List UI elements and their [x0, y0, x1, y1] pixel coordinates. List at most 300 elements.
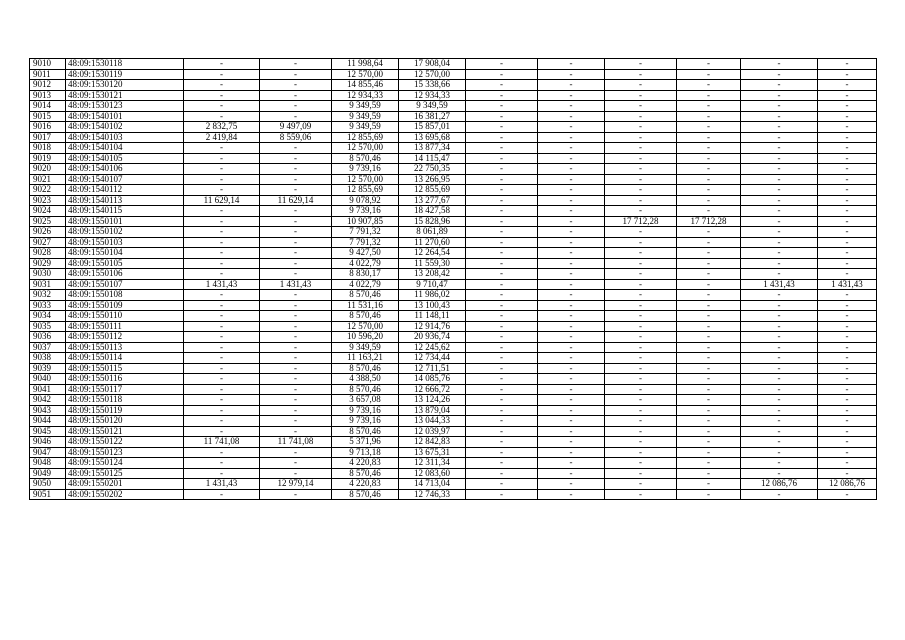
value-cell: - [260, 227, 332, 238]
value-cell: - [605, 311, 677, 322]
value-cell: 12 934,33 [332, 90, 399, 101]
value-cell: 12 734,44 [399, 353, 466, 364]
value-cell: - [605, 174, 677, 185]
value-cell: - [538, 206, 605, 217]
value-cell: - [260, 69, 332, 80]
cadastral-number-cell: 48:09:1550114 [66, 353, 184, 364]
value-cell: - [741, 290, 818, 301]
value-cell: - [184, 248, 260, 259]
row-number-cell: 9014 [30, 101, 66, 112]
row-number-cell: 9050 [30, 479, 66, 490]
cadastral-number-cell: 48:09:1550120 [66, 416, 184, 427]
value-cell: 12 570,00 [332, 69, 399, 80]
row-number-cell: 9028 [30, 248, 66, 259]
value-cell: - [538, 258, 605, 269]
cadastral-number-cell: 48:09:1540112 [66, 185, 184, 196]
value-cell: 5 371,96 [332, 437, 399, 448]
value-cell: 11 629,14 [260, 195, 332, 206]
value-cell: - [818, 90, 877, 101]
value-cell: - [184, 227, 260, 238]
value-cell: 9 349,59 [332, 122, 399, 133]
row-number-cell: 9049 [30, 468, 66, 479]
value-cell: 12 083,60 [399, 468, 466, 479]
value-cell: 14 855,46 [332, 80, 399, 91]
value-cell: 11 148,11 [399, 311, 466, 322]
value-cell: - [466, 227, 538, 238]
value-cell: 11 986,02 [399, 290, 466, 301]
value-cell: - [538, 122, 605, 133]
value-cell: 12 855,69 [399, 185, 466, 196]
value-cell: - [538, 321, 605, 332]
value-cell: 2 832,75 [184, 122, 260, 133]
value-cell: - [538, 227, 605, 238]
value-cell: - [818, 374, 877, 385]
value-cell: 15 857,01 [399, 122, 466, 133]
table-row [30, 321, 877, 332]
value-cell: 9 078,92 [332, 195, 399, 206]
cadastral-number-cell: 48:09:1550115 [66, 363, 184, 374]
value-cell: - [538, 416, 605, 427]
value-cell: 4 220,83 [332, 458, 399, 469]
cadastral-number-cell: 48:09:1540103 [66, 132, 184, 143]
value-cell: 4 388,50 [332, 374, 399, 385]
value-cell: - [818, 69, 877, 80]
value-cell: - [184, 174, 260, 185]
value-cell: 8 830,17 [332, 269, 399, 280]
value-cell: 13 877,34 [399, 143, 466, 154]
value-cell: - [677, 290, 741, 301]
value-cell: - [466, 101, 538, 112]
value-cell: - [538, 311, 605, 322]
value-cell: - [184, 384, 260, 395]
value-cell: - [184, 143, 260, 154]
row-number-cell: 9022 [30, 185, 66, 196]
value-cell: - [260, 342, 332, 353]
value-cell: - [466, 216, 538, 227]
value-cell: - [605, 227, 677, 238]
value-cell: - [184, 216, 260, 227]
value-cell: - [538, 174, 605, 185]
cadastral-number-cell: 48:09:1550202 [66, 489, 184, 500]
value-cell: - [260, 248, 332, 259]
table-row [30, 206, 877, 217]
value-cell: 12 842,83 [399, 437, 466, 448]
table-row [30, 489, 877, 500]
value-cell: - [184, 332, 260, 343]
value-cell: - [818, 353, 877, 364]
value-cell: - [741, 300, 818, 311]
value-cell: - [677, 174, 741, 185]
value-cell: - [605, 153, 677, 164]
value-cell: - [741, 447, 818, 458]
value-cell: - [466, 468, 538, 479]
value-cell: - [677, 69, 741, 80]
value-cell: - [677, 405, 741, 416]
value-cell: - [466, 395, 538, 406]
value-cell: - [184, 405, 260, 416]
value-cell: 9 349,59 [399, 101, 466, 112]
value-cell: - [184, 101, 260, 112]
value-cell: - [260, 300, 332, 311]
value-cell: 12 855,69 [332, 185, 399, 196]
value-cell: - [741, 111, 818, 122]
value-cell: - [677, 447, 741, 458]
cadastral-number-cell: 48:09:1540101 [66, 111, 184, 122]
value-cell: - [466, 164, 538, 175]
value-cell: 18 427,58 [399, 206, 466, 217]
value-cell: 12 039,97 [399, 426, 466, 437]
value-cell: 9 739,16 [332, 405, 399, 416]
cadastral-number-cell: 48:09:1550106 [66, 269, 184, 280]
value-cell: - [184, 353, 260, 364]
value-cell: - [466, 311, 538, 322]
table-row [30, 279, 877, 290]
table-row [30, 174, 877, 185]
value-cell: - [605, 59, 677, 70]
value-cell: - [741, 216, 818, 227]
value-cell: - [677, 122, 741, 133]
value-cell: - [818, 143, 877, 154]
cadastral-number-cell: 48:09:1550112 [66, 332, 184, 343]
value-cell: - [818, 174, 877, 185]
value-cell: - [538, 269, 605, 280]
value-cell: - [741, 321, 818, 332]
cadastral-number-cell: 48:09:1550102 [66, 227, 184, 238]
row-number-cell: 9027 [30, 237, 66, 248]
value-cell: 8 570,46 [332, 311, 399, 322]
value-cell: - [466, 237, 538, 248]
value-cell: 12 711,51 [399, 363, 466, 374]
value-cell: - [741, 363, 818, 374]
row-number-cell: 9020 [30, 164, 66, 175]
value-cell: 3 657,08 [332, 395, 399, 406]
value-cell: - [184, 468, 260, 479]
cadastral-number-cell: 48:09:1540105 [66, 153, 184, 164]
value-cell: 14 085,76 [399, 374, 466, 385]
value-cell: - [677, 479, 741, 490]
value-cell: - [260, 363, 332, 374]
cadastral-number-cell: 48:09:1540113 [66, 195, 184, 206]
table-row [30, 132, 877, 143]
value-cell: - [605, 269, 677, 280]
value-cell: - [818, 237, 877, 248]
table-row [30, 195, 877, 206]
value-cell: - [538, 69, 605, 80]
cadastral-number-cell: 48:09:1530119 [66, 69, 184, 80]
value-cell: 16 381,27 [399, 111, 466, 122]
value-cell: 9 349,59 [332, 342, 399, 353]
value-cell: - [741, 185, 818, 196]
value-cell: - [538, 279, 605, 290]
value-cell: - [741, 69, 818, 80]
cadastral-number-cell: 48:09:1550111 [66, 321, 184, 332]
value-cell: - [184, 300, 260, 311]
value-cell: - [677, 237, 741, 248]
value-cell: - [605, 342, 677, 353]
table-row [30, 363, 877, 374]
value-cell: 12 746,33 [399, 489, 466, 500]
value-cell: 8 559,06 [260, 132, 332, 143]
value-cell: 11 531,16 [332, 300, 399, 311]
value-cell: - [741, 311, 818, 322]
value-cell: - [184, 80, 260, 91]
table-row [30, 311, 877, 322]
value-cell: - [605, 101, 677, 112]
row-number-cell: 9044 [30, 416, 66, 427]
value-cell: - [184, 111, 260, 122]
value-cell: - [466, 143, 538, 154]
value-cell: - [260, 101, 332, 112]
cadastral-number-cell: 48:09:1550109 [66, 300, 184, 311]
value-cell: 9 739,16 [332, 416, 399, 427]
value-cell: - [818, 395, 877, 406]
value-cell: 17 712,28 [605, 216, 677, 227]
value-cell: - [260, 143, 332, 154]
value-cell: - [466, 437, 538, 448]
value-cell: 4 022,79 [332, 258, 399, 269]
value-cell: - [605, 468, 677, 479]
value-cell: - [605, 353, 677, 364]
value-cell: 1 431,43 [260, 279, 332, 290]
value-cell: 9 349,59 [332, 101, 399, 112]
table-row [30, 90, 877, 101]
value-cell: - [677, 321, 741, 332]
value-cell: - [605, 332, 677, 343]
value-cell: 13 266,95 [399, 174, 466, 185]
value-cell: 13 879,04 [399, 405, 466, 416]
value-cell: - [677, 153, 741, 164]
value-cell: - [184, 447, 260, 458]
value-cell: - [466, 206, 538, 217]
value-cell: - [184, 90, 260, 101]
value-cell: - [677, 374, 741, 385]
value-cell: 8 570,46 [332, 153, 399, 164]
value-cell: 9 427,50 [332, 248, 399, 259]
value-cell: - [466, 321, 538, 332]
value-cell: - [260, 258, 332, 269]
row-number-cell: 9024 [30, 206, 66, 217]
value-cell: - [260, 332, 332, 343]
table-row [30, 164, 877, 175]
value-cell: - [741, 405, 818, 416]
cadastral-number-cell: 48:09:1550103 [66, 237, 184, 248]
row-number-cell: 9034 [30, 311, 66, 322]
value-cell: - [741, 122, 818, 133]
value-cell: 4 220,83 [332, 479, 399, 490]
value-cell: - [538, 447, 605, 458]
value-cell: - [184, 374, 260, 385]
value-cell: - [677, 395, 741, 406]
table-row [30, 447, 877, 458]
value-cell: - [605, 447, 677, 458]
value-cell: - [605, 248, 677, 259]
value-cell: - [466, 153, 538, 164]
value-cell: 11 163,21 [332, 353, 399, 364]
value-cell: - [741, 332, 818, 343]
value-cell: - [538, 479, 605, 490]
value-cell: - [466, 248, 538, 259]
value-cell: - [538, 237, 605, 248]
value-cell: - [260, 269, 332, 280]
value-cell: - [818, 437, 877, 448]
value-cell: - [818, 101, 877, 112]
value-cell: - [538, 290, 605, 301]
value-cell: 8 570,46 [332, 363, 399, 374]
value-cell: - [605, 143, 677, 154]
value-cell: - [677, 416, 741, 427]
value-cell: - [260, 321, 332, 332]
value-cell: 13 208,42 [399, 269, 466, 280]
table-row [30, 416, 877, 427]
table-row [30, 395, 877, 406]
value-cell: - [260, 458, 332, 469]
value-cell: - [466, 59, 538, 70]
value-cell: - [818, 269, 877, 280]
table-row [30, 374, 877, 385]
value-cell: - [677, 195, 741, 206]
value-cell: - [184, 153, 260, 164]
value-cell: - [605, 206, 677, 217]
value-cell: - [538, 374, 605, 385]
cadastral-number-cell: 48:09:1550117 [66, 384, 184, 395]
value-cell: - [466, 174, 538, 185]
cadastral-number-cell: 48:09:1550118 [66, 395, 184, 406]
value-cell: 9 739,16 [332, 164, 399, 175]
row-number-cell: 9035 [30, 321, 66, 332]
row-number-cell: 9047 [30, 447, 66, 458]
row-number-cell: 9032 [30, 290, 66, 301]
value-cell: 11 559,30 [399, 258, 466, 269]
value-cell: - [538, 458, 605, 469]
value-cell: 12 086,76 [741, 479, 818, 490]
table-row [30, 237, 877, 248]
table-row [30, 468, 877, 479]
value-cell: - [538, 143, 605, 154]
value-cell: - [818, 111, 877, 122]
value-cell: - [741, 395, 818, 406]
value-cell: - [741, 258, 818, 269]
value-cell: - [741, 353, 818, 364]
value-cell: - [466, 300, 538, 311]
value-cell: - [741, 174, 818, 185]
value-cell: - [741, 269, 818, 280]
value-cell: 13 124,26 [399, 395, 466, 406]
value-cell: - [184, 59, 260, 70]
cadastral-number-cell: 48:09:1530120 [66, 80, 184, 91]
value-cell: 11 741,08 [260, 437, 332, 448]
row-number-cell: 9019 [30, 153, 66, 164]
value-cell: - [605, 164, 677, 175]
value-cell: - [538, 342, 605, 353]
value-cell: - [538, 395, 605, 406]
value-cell: - [466, 290, 538, 301]
value-cell: - [818, 300, 877, 311]
value-cell: 8 061,89 [399, 227, 466, 238]
value-cell: - [741, 248, 818, 259]
row-number-cell: 9026 [30, 227, 66, 238]
value-cell: - [818, 164, 877, 175]
value-cell: - [818, 80, 877, 91]
value-cell: - [466, 111, 538, 122]
value-cell: - [818, 216, 877, 227]
table-row [30, 143, 877, 154]
value-cell: 11 629,14 [184, 195, 260, 206]
cadastral-number-cell: 48:09:1550113 [66, 342, 184, 353]
value-cell: - [260, 153, 332, 164]
value-cell: - [466, 353, 538, 364]
value-cell: 14 713,04 [399, 479, 466, 490]
table-row [30, 290, 877, 301]
value-cell: 7 791,32 [332, 227, 399, 238]
row-number-cell: 9043 [30, 405, 66, 416]
value-cell: - [818, 405, 877, 416]
value-cell: 12 979,14 [260, 479, 332, 490]
value-cell: - [677, 248, 741, 259]
value-cell: - [538, 384, 605, 395]
value-cell: - [741, 437, 818, 448]
value-cell: - [184, 342, 260, 353]
value-cell: - [260, 384, 332, 395]
cadastral-number-cell: 48:09:1530118 [66, 59, 184, 70]
value-cell: - [538, 363, 605, 374]
value-cell: - [260, 395, 332, 406]
row-number-cell: 9039 [30, 363, 66, 374]
value-cell: - [677, 101, 741, 112]
cadastral-number-cell: 48:09:1540106 [66, 164, 184, 175]
cadastral-number-cell: 48:09:1540115 [66, 206, 184, 217]
value-cell: - [677, 332, 741, 343]
value-cell: - [605, 426, 677, 437]
value-cell: 12 245,62 [399, 342, 466, 353]
value-cell: 13 695,68 [399, 132, 466, 143]
cadastral-number-cell: 48:09:1550201 [66, 479, 184, 490]
row-number-cell: 9040 [30, 374, 66, 385]
value-cell: 9 739,16 [332, 206, 399, 217]
value-cell: - [184, 164, 260, 175]
value-cell: - [260, 174, 332, 185]
value-cell: - [260, 237, 332, 248]
value-cell: - [741, 458, 818, 469]
value-cell: - [677, 258, 741, 269]
value-cell: 8 570,46 [332, 384, 399, 395]
value-cell: - [605, 384, 677, 395]
value-cell: - [741, 143, 818, 154]
value-cell: - [605, 321, 677, 332]
value-cell: - [260, 164, 332, 175]
value-cell: 8 570,46 [332, 426, 399, 437]
value-cell: - [466, 426, 538, 437]
row-number-cell: 9030 [30, 269, 66, 280]
value-cell: 12 086,76 [818, 479, 877, 490]
value-cell: - [605, 132, 677, 143]
value-cell: - [818, 227, 877, 238]
cadastral-number-cell: 48:09:1530121 [66, 90, 184, 101]
value-cell: - [538, 405, 605, 416]
value-cell: - [677, 164, 741, 175]
value-cell: - [818, 321, 877, 332]
value-cell: - [538, 132, 605, 143]
value-cell: - [184, 185, 260, 196]
table-row [30, 258, 877, 269]
value-cell: - [677, 227, 741, 238]
value-cell: - [466, 416, 538, 427]
value-cell: - [260, 468, 332, 479]
value-cell: - [260, 311, 332, 322]
value-cell: - [677, 342, 741, 353]
cadastral-number-cell: 48:09:1530123 [66, 101, 184, 112]
value-cell: 7 791,32 [332, 237, 399, 248]
value-cell: - [184, 258, 260, 269]
